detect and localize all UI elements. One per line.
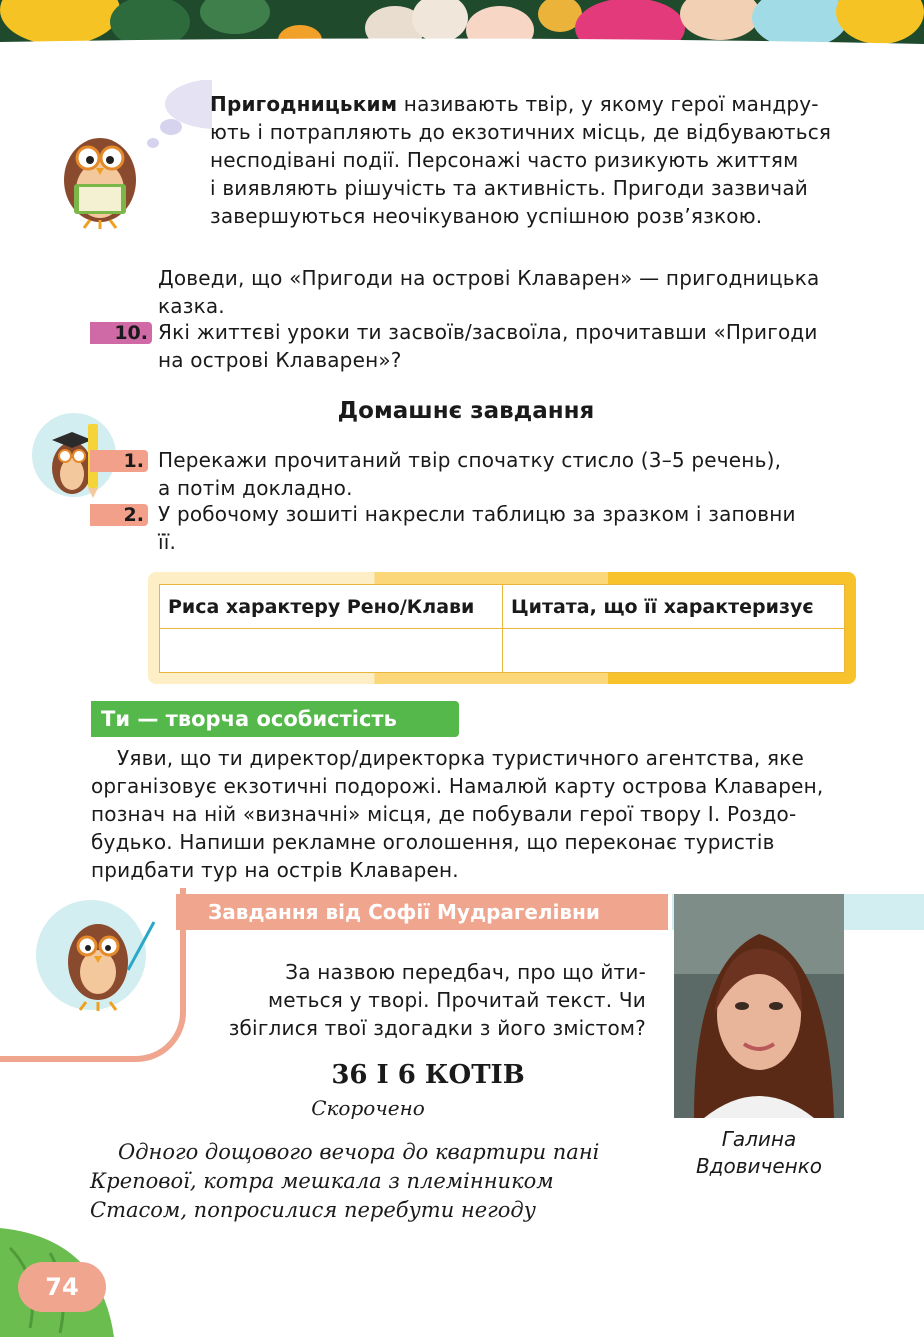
author-last-name: Вдовиченко — [695, 1154, 823, 1178]
task-10-line-2: на острові Клаварен»? — [158, 348, 402, 372]
story-subtitle: Скорочено — [311, 1096, 425, 1120]
story-paragraph — [90, 1138, 646, 1225]
homework-title: Домашнє завдання — [337, 398, 595, 424]
homework-item-1-number: 1. — [90, 450, 148, 472]
sofia-line-1: За назвою передбач, про що йти- — [285, 960, 646, 984]
task-10-number: 10. — [90, 322, 152, 344]
creative-line-4: будько. Напиши рекламне оголошення, що переконає туристів — [91, 830, 775, 854]
creative-line-1: Уяви, що ти директор/директорка туристичного агентства, яке — [117, 746, 805, 770]
sofia-line-3: збіглися твої здогадки з його змістом? — [228, 1016, 646, 1040]
creative-line-2: організовує екзотичні подорожі. Намалюй карту острова Клаварен, — [91, 774, 824, 798]
definition-line-3: несподівані події. Персонажі часто ризикують життям — [210, 148, 799, 172]
owl-teacher-illustration — [36, 900, 161, 1018]
creative-line-3: познач на ній «визначні» місця, де побували герої твору І. Роздо- — [91, 802, 797, 826]
homework-item-2-line-1: У робочому зошиті накресли таблицю за зразком і заповни — [158, 502, 796, 526]
sofia-paragraph — [210, 958, 646, 1042]
definition-line-1: Пригодницьким називають твір, у якому герої мандру- — [210, 92, 819, 116]
creative-paragraph — [91, 744, 846, 884]
page-number: 74 — [18, 1262, 106, 1312]
homework-item-2-line-2: її. — [158, 530, 177, 554]
homework-item-2 — [158, 500, 848, 556]
sample-table — [159, 584, 845, 673]
definition-paragraph — [210, 90, 850, 230]
definition-term: Пригодницьким — [210, 92, 398, 116]
table-cell-empty — [160, 629, 503, 673]
homework-item-2-number: 2. — [90, 504, 148, 526]
table-cell-empty — [503, 629, 845, 673]
definition-line-5: завершуються неочікуваною успішною розв’язкою. — [210, 204, 763, 228]
story-title: 36 І 6 КОТІВ — [331, 1060, 525, 1090]
homework-item-1-line-1: Перекажи прочитаний твір спочатку стисло (3–5 речень), — [158, 448, 782, 472]
author-caption — [674, 1126, 844, 1180]
story-line-3: Стасом, попросилися перебути негоду — [90, 1198, 536, 1222]
task-9 — [158, 264, 848, 320]
homework-item-1-line-2: а потім докладно. — [158, 476, 353, 500]
task-9-line-1: Доведи, що «Пригоди на острові Клаварен» — пригодницька — [158, 266, 820, 290]
table-header-quote: Цитата, що її характеризує — [503, 585, 845, 629]
definition-line-2: ють і потрапляють до екзотичних місць, де відбуваються — [210, 120, 832, 144]
task-9-line-2: казка. — [158, 294, 225, 318]
task-10 — [158, 318, 848, 374]
table-empty-row — [160, 629, 845, 673]
task-10-line-1: Які життєві уроки ти засвоїв/засвоїла, прочитавши «Пригоди — [158, 320, 818, 344]
table-header-trait: Риса характеру Рено/Клави — [160, 585, 503, 629]
floral-header-banner — [0, 0, 924, 60]
author-first-name: Галина — [721, 1127, 797, 1151]
table-header-row — [160, 585, 845, 629]
homework-item-1 — [158, 446, 848, 502]
sofia-line-2: меться у творі. Прочитай текст. Чи — [267, 988, 646, 1012]
sofia-section-label: Завдання від Софії Мудрагелівни — [176, 894, 668, 930]
creative-line-5: придбати тур на острів Клаварен. — [91, 858, 459, 882]
owl-reading-illustration — [52, 80, 212, 235]
story-line-1: Одного дощового вечора до квартири пані — [118, 1140, 600, 1164]
creative-section-label: Ти — творча особистість — [91, 701, 459, 737]
author-portrait — [674, 894, 844, 1118]
story-line-2: Крепової, котра мешкала з племінником — [90, 1169, 554, 1193]
definition-line-4: і виявляють рішучість та активність. Пригоди зазвичай — [210, 176, 808, 200]
